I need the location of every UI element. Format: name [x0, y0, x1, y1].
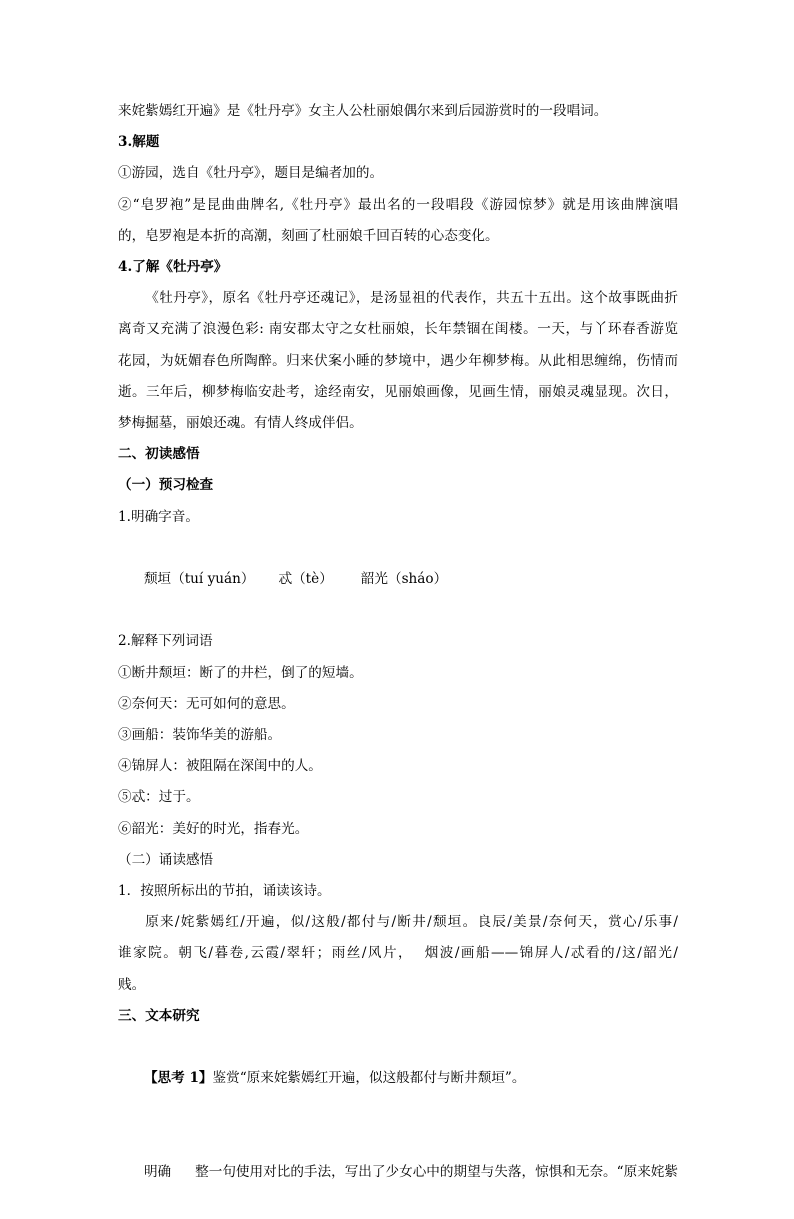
poem-line-1: 原来/姹紫嫣红/开遍，似/这般/都付与/断井/颓垣。良辰/美景/奈何天，赏心/乐事/	[145, 914, 678, 931]
vocabulary-item: ③画船：装饰华美的游船。	[118, 727, 282, 744]
pronunciation-item: 颓垣（tuí yuán）	[143, 571, 255, 588]
vocabulary-question: 2.解释下列词语	[118, 633, 213, 650]
pronunciation-item: 韶光（sháo）	[360, 571, 448, 588]
section-3-item-2-line-1: ②“皂罗袍”是昆曲曲牌名,《牡丹亭》最出名的一段唱段《游园惊梦》就是用该曲牌演唱	[118, 196, 678, 213]
section-3-item-2-line-2: 的，皂罗袍是本折的高潮，刻画了杜丽娘千回百转的心态变化。	[118, 227, 499, 244]
vocabulary-item: ⑥韶光：美好的时光，指春光。	[118, 820, 309, 837]
section-4-line-2: 离奇又充满了浪漫色彩: 南安郡太守之女杜丽娘，长年禁锢在闺楼。一天，与丫环春香游览	[118, 321, 678, 338]
pronunciation-row	[118, 533, 678, 627]
part-2-sub-2-heading: （二）诵读感悟	[118, 851, 214, 868]
section-4-heading: 4.了解《牡丹亭》	[118, 259, 228, 276]
vocabulary-item: ⑤忒：过于。	[118, 789, 200, 806]
section-3-item-1: ①游园，选自《牡丹亭》，题目是编者加的。	[118, 165, 384, 182]
document-body	[118, 96, 678, 1219]
answer-line	[118, 1126, 678, 1219]
poem-line-3: 贱。	[118, 976, 146, 993]
pronunciation-question: 1.明确字音。	[118, 508, 199, 525]
answer-label: 明确	[143, 1163, 172, 1180]
vocabulary-item: ①断井颓垣：断了的井栏，倒了的短墙。	[118, 664, 363, 681]
part-2-heading: 二、初读感悟	[118, 446, 200, 463]
part-2-sub-1-heading: （一）预习检查	[118, 477, 214, 494]
section-4-line-4: 逝。三年后，柳梦梅临安赴考，途经南安，见丽娘画像，见画生情，丽娘灵魂显现。次日，	[118, 383, 678, 400]
answer-text: 整一句使用对比的手法，写出了少女心中的期望与失落，惊惧和无奈。“原来姹紫	[195, 1163, 678, 1180]
think-1	[118, 1032, 678, 1126]
recitation-question: 1．按照所标出的节拍，诵读该诗。	[118, 883, 331, 900]
intro-line: 来姹紫嫣红开遍》是《牡丹亭》女主人公杜丽娘偶尔来到后园游赏时的一段唱词。	[118, 103, 608, 119]
pronunciation-item: 忒（tè）	[278, 571, 333, 588]
part-3-heading: 三、文本研究	[118, 1007, 200, 1024]
vocabulary-item: ②奈何天：无可如何的意思。	[118, 695, 295, 712]
poem-line-2: 谁家院。朝飞/暮卷,云霞/翠轩；雨丝/风片， 烟波/画船——锦屏人/忒看的/这/韶光/	[118, 945, 678, 962]
think-1-label: 【思考 1】	[143, 1070, 213, 1087]
vocabulary-item: ④锦屏人：被阻隔在深闺中的人。	[118, 758, 322, 775]
section-3-heading: 3.解题	[118, 134, 160, 151]
think-1-text: 鉴赏“原来姹紫嫣红开遍，似这般都付与断井颓垣”。	[212, 1070, 526, 1087]
section-4-line-1: 《牡丹亭》，原名《牡丹亭还魂记》，是汤显祖的代表作，共五十五出。这个故事既曲折	[145, 290, 678, 307]
section-4-line-3: 花园，为妩媚春色所陶醉。归来伏案小睡的梦境中，遇少年柳梦梅。从此相思缠绵，伤情而	[118, 352, 678, 369]
section-4-line-5: 梦梅掘墓，丽娘还魂。有情人终成伴侣。	[118, 415, 363, 432]
